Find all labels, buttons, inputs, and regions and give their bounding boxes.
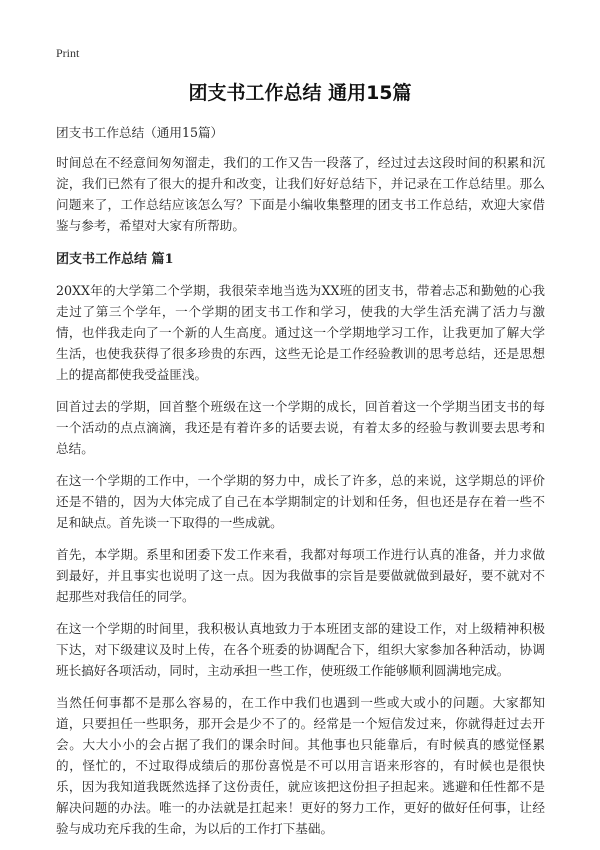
- body-paragraph-1: 20XX年的大学第二个学期，我很荣幸地当选为XX班的团支书，带着忐忑和勤勉的心我走过了第三个学年，一个学期的团支书工作和学习，使我的大学生活充满了活力与激情，也伴我走向了一个新的人生高度。通过这一个学期地学习工作，让我更加了解大学生活，也使我获得了很多珍贵的东西，这些无论是工作经验教训的思考总结，还是思想上的提高都使我受益匪浅。: [56, 283, 545, 382]
- document-body: [56, 122, 545, 850]
- section-heading: 团支书工作总结 篇1: [56, 252, 174, 267]
- body-paragraph-4: 首先，本学期。系里和团委下发工作来看，我都对每项工作进行认真的准备，并力求做到最好，并且事实也说明了这一点。因为我做事的宗旨是要做就做到最好，要不就对不起那些对我信任的同学。: [56, 547, 545, 604]
- body-paragraph-2: 回首过去的学期，回首整个班级在这一个学期的成长，回首着这一个学期当团支书的每一个活动的点点滴滴，我还是有着许多的话要去说，有着太多的经验与教训要去思考和总结。: [56, 399, 545, 456]
- body-paragraph-6: 当然任何事都不是那么容易的，在工作中我们也遇到一些或大或小的问题。大家都知道，只要担任一些职务，那开会是少不了的。经常是一个短信发过来，你就得赶过去开会。大大小小的会占据了我们的课余时间。其他事也只能靠后，有时候真的感觉怪累的，怪忙的，不过取得成绩后的那份喜悦是不可以用言语来形容的，有时候也是很快乐，因为我知道我既然选择了这份责任，就应该把这份担子担起来。逃避和任性都不是解决问题的办法。唯一的办法就是扛起来！更好的努力工作，更好的做好任何事，让经验与成功充斥我的生命，为以后的工作打下基础。: [56, 695, 545, 836]
- body-paragraph-5: 在这一个学期的时间里，我积极认真地致力于本班团支部的建设工作，对上级精神积极下达，对下级建议及时上传，在各个班委的协调配合下，组织大家参加各种活动，协调班长搞好各项活动，同时，主动承担一些工作，使班级工作能够顺利圆满地完成。: [56, 621, 545, 678]
- document-subtitle: 团支书工作总结（通用15篇）: [56, 125, 224, 140]
- body-paragraph-3: 在这一个学期的工作中，一个学期的努力中，成长了许多，总的来说，这学期总的评价还是不错的，因为大体完成了自己在本学期制定的计划和任务，但也还是存在着一些不足和缺点。首先谈一下取得的一些成就。: [56, 473, 545, 530]
- page-title: 团支书工作总结 通用15篇: [188, 82, 412, 104]
- print-link[interactable]: Print: [56, 46, 80, 60]
- intro-paragraph: 时间总在不经意间匆匆溜走，我们的工作又告一段落了，经过过去这段时间的积累和沉淀，我们已然有了很大的提升和改变，让我们好好总结下，并记录在工作总结里。那么问题来了，工作总结应该怎么写？下面是小编收集整理的团支书工作总结，欢迎大家借鉴与参考，希望对大家有所帮助。: [56, 155, 545, 233]
